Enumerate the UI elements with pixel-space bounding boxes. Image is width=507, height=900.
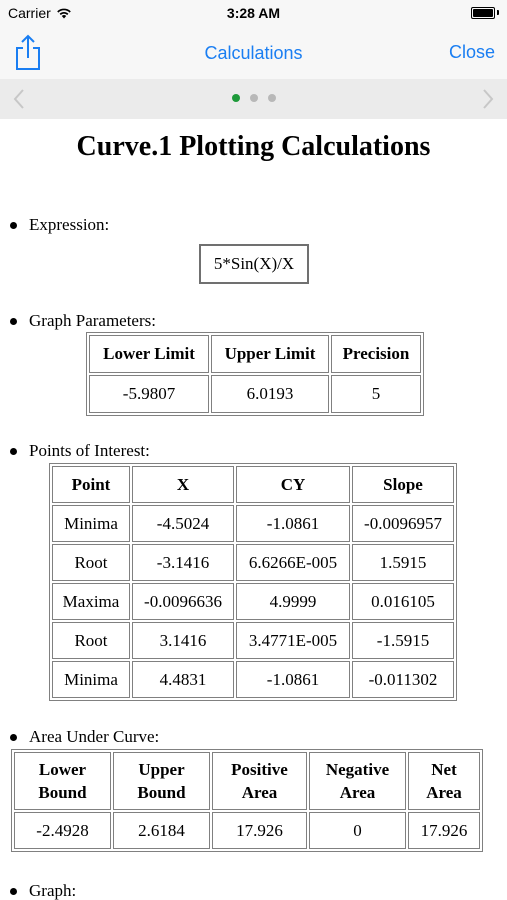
- table-header: [212, 752, 307, 810]
- pager-bar: [0, 79, 507, 119]
- table-header: [14, 752, 111, 810]
- status-bar: [0, 0, 507, 26]
- header-line: Bound: [137, 783, 186, 802]
- table-cell: Maxima: [52, 583, 130, 620]
- points-of-interest-label: Points of Interest:: [29, 441, 150, 460]
- table-cell: -3.1416: [132, 544, 234, 581]
- table-header: Lower Limit: [89, 335, 209, 373]
- nav-title: Calculations: [204, 43, 303, 63]
- table-cell: -0.011302: [352, 661, 454, 698]
- table-header: Upper Limit: [211, 335, 329, 373]
- bullet: [10, 222, 17, 229]
- table-cell: -0.0096636: [132, 583, 234, 620]
- table-header: [408, 752, 480, 810]
- table-cell: 17.926: [408, 812, 480, 849]
- table-cell: 17.926: [212, 812, 307, 849]
- area-under-curve-section: [10, 727, 159, 747]
- expression-box: [199, 244, 309, 284]
- table-cell: -2.4928: [14, 812, 111, 849]
- close-button[interactable]: Close: [448, 42, 495, 62]
- header-line: Positive: [231, 760, 288, 779]
- table-header: [309, 752, 406, 810]
- page-indicator[interactable]: [0, 94, 507, 102]
- table-cell: 3.1416: [132, 622, 234, 659]
- table-header: Slope: [352, 466, 454, 503]
- header-line: Area: [339, 783, 376, 802]
- expression-value: 5*Sin(X)/X: [213, 254, 295, 273]
- page-dot[interactable]: [232, 94, 240, 102]
- table-cell: -1.5915: [352, 622, 454, 659]
- next-page-button[interactable]: [481, 87, 495, 111]
- table-row: [52, 661, 454, 698]
- table-cell: 5: [331, 375, 421, 413]
- table-row: [52, 544, 454, 581]
- battery-cap: [497, 10, 499, 15]
- table-header: X: [132, 466, 234, 503]
- table-cell: 6.6266E-005: [236, 544, 350, 581]
- expression-section: [10, 215, 109, 235]
- table-cell: -1.0861: [236, 505, 350, 542]
- carrier-label: Carrier: [8, 5, 51, 21]
- header-line: Area: [426, 783, 462, 802]
- table-cell: 2.6184: [113, 812, 210, 849]
- header-line: Negative: [325, 760, 390, 779]
- table-header: Point: [52, 466, 130, 503]
- page-dot[interactable]: [268, 94, 276, 102]
- table-cell: -4.5024: [132, 505, 234, 542]
- table-cell: Minima: [52, 661, 130, 698]
- table-cell: 6.0193: [211, 375, 329, 413]
- table-cell: 3.4771E-005: [236, 622, 350, 659]
- points-of-interest-table: [49, 463, 457, 701]
- table-row: [52, 622, 454, 659]
- table-row: [14, 812, 480, 849]
- expression-label: Expression:: [29, 215, 110, 234]
- table-cell: Minima: [52, 505, 130, 542]
- header-line: Upper: [138, 760, 185, 779]
- table-cell: 4.4831: [132, 661, 234, 698]
- table-cell: 1.5915: [352, 544, 454, 581]
- bullet: [10, 318, 17, 325]
- header-line: Net: [431, 760, 457, 779]
- points-of-interest-section: [10, 441, 150, 461]
- header-line: Bound: [38, 783, 87, 802]
- battery-icon: [471, 7, 495, 19]
- area-under-curve-table: [11, 749, 483, 852]
- table-header: [113, 752, 210, 810]
- calculations-content: [0, 119, 507, 900]
- bullet: [10, 448, 17, 455]
- bullet: [10, 734, 17, 741]
- graph-parameters-label: Graph Parameters:: [29, 311, 156, 330]
- table-row: [52, 583, 454, 620]
- graph-parameters-table: [86, 332, 424, 416]
- table-cell: Root: [52, 544, 130, 581]
- table-cell: 4.9999: [236, 583, 350, 620]
- area-under-curve-label: Area Under Curve:: [29, 727, 160, 746]
- page-title: Curve.1 Plotting Calculations: [76, 131, 431, 162]
- table-cell: -5.9807: [89, 375, 209, 413]
- table-cell: Root: [52, 622, 130, 659]
- page-dot[interactable]: [250, 94, 258, 102]
- table-cell: 0.016105: [352, 583, 454, 620]
- table-cell: -0.0096957: [352, 505, 454, 542]
- chevron-right-icon: [481, 87, 495, 111]
- table-cell: -1.0861: [236, 661, 350, 698]
- graph-section: [10, 881, 76, 900]
- graph-parameters-section: [10, 311, 156, 331]
- table-cell: 0: [309, 812, 406, 849]
- navigation-bar: [0, 26, 507, 79]
- bullet: [10, 888, 17, 895]
- header-line: Lower: [38, 760, 87, 779]
- header-line: Area: [241, 783, 278, 802]
- clock: 3:28 AM: [226, 5, 281, 21]
- table-header: Precision: [331, 335, 421, 373]
- graph-label: Graph:: [29, 881, 77, 900]
- table-row: [52, 505, 454, 542]
- table-header: CY: [236, 466, 350, 503]
